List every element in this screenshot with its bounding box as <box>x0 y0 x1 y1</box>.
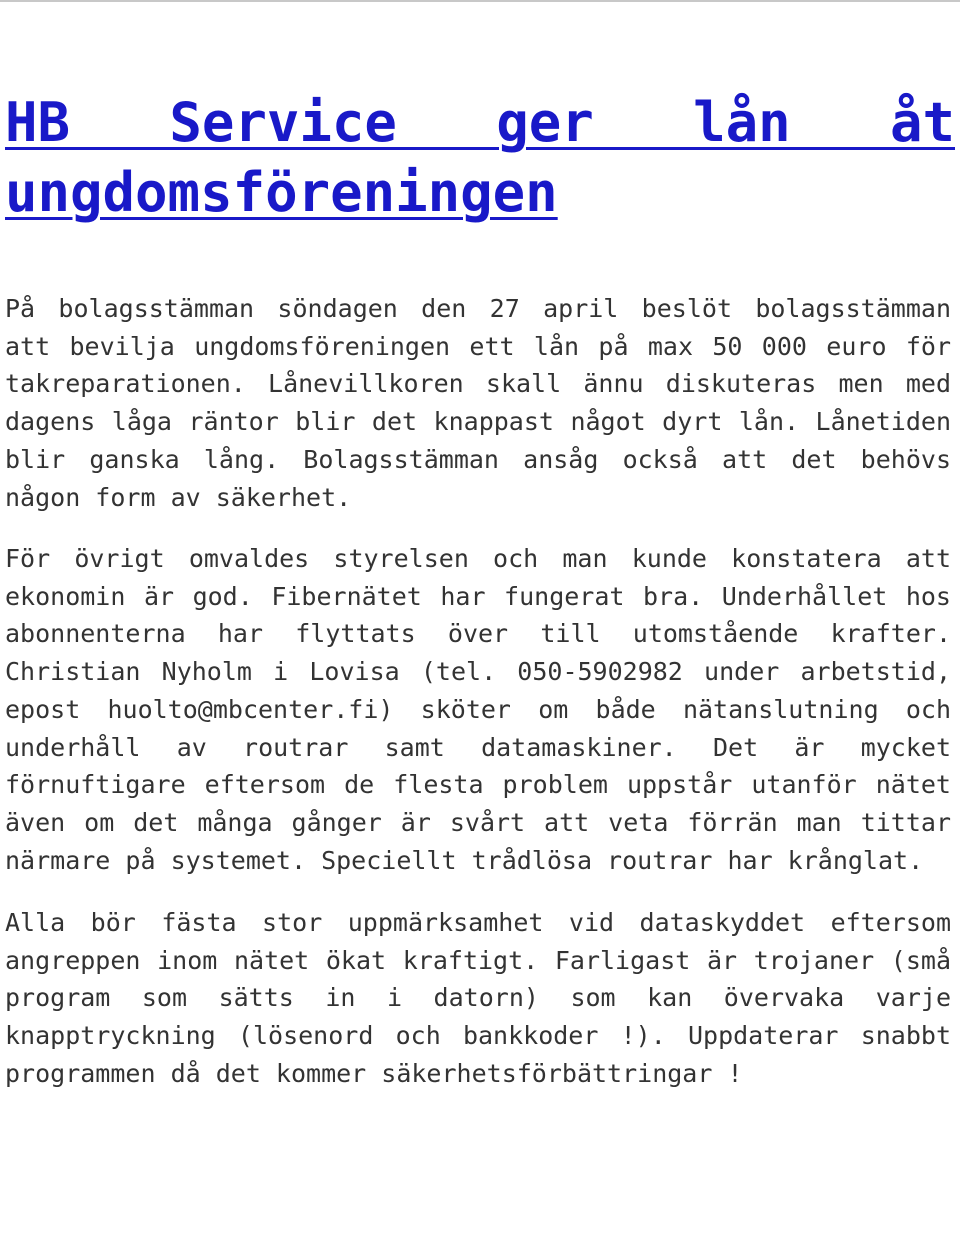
article-paragraph-2: För övrigt omvaldes styrelsen och man kunde konstatera att ekonomin är god. Fibernätet har fungerat bra. Underhållet hos abonnenterna har flyttats över till utomstående krafter. Christian Nyholm i Lovisa (tel. 050-5902982 under arbetstid, epost huolto@mbcenter.fi) sköter om både nätanslutning och underhåll av routrar samt datamaskiner. Det är mycket förnuftigare eftersom de flesta problem uppstår utanför nätet även om det många gånger är svårt att veta förrän man tittar närmare på systemet. Speciellt trådlösa routrar har krånglat. <box>5 544 951 875</box>
article-paragraph-1: På bolagsstämman söndagen den 27 april beslöt bolagsstämman att bevilja ungdomsföreningen ett lån på max 50 000 euro för takreparationen. Lånevillkoren skall ännu diskuteras men med dagens låga räntor blir det knappast något dyrt lån. Lånetiden blir ganska lång. Bolagsstämman ansåg också att det behövs någon form av säkerhet. <box>5 294 951 512</box>
top-divider <box>0 0 960 2</box>
article-paragraph-3: Alla bör fästa stor uppmärksamhet vid dataskyddet eftersom angreppen inom nätet ökat kraftigt. Farligast är trojaner (små program som sätts in i datorn) som kan övervaka varje knapptryckning (lösenord och bankkoder !). Uppdaterar snabbt programmen då det kommer säkerhetsförbättringar ! <box>5 908 951 1088</box>
article-title-link[interactable]: HB Service ger lån åt ungdomsföreningen <box>5 91 955 224</box>
